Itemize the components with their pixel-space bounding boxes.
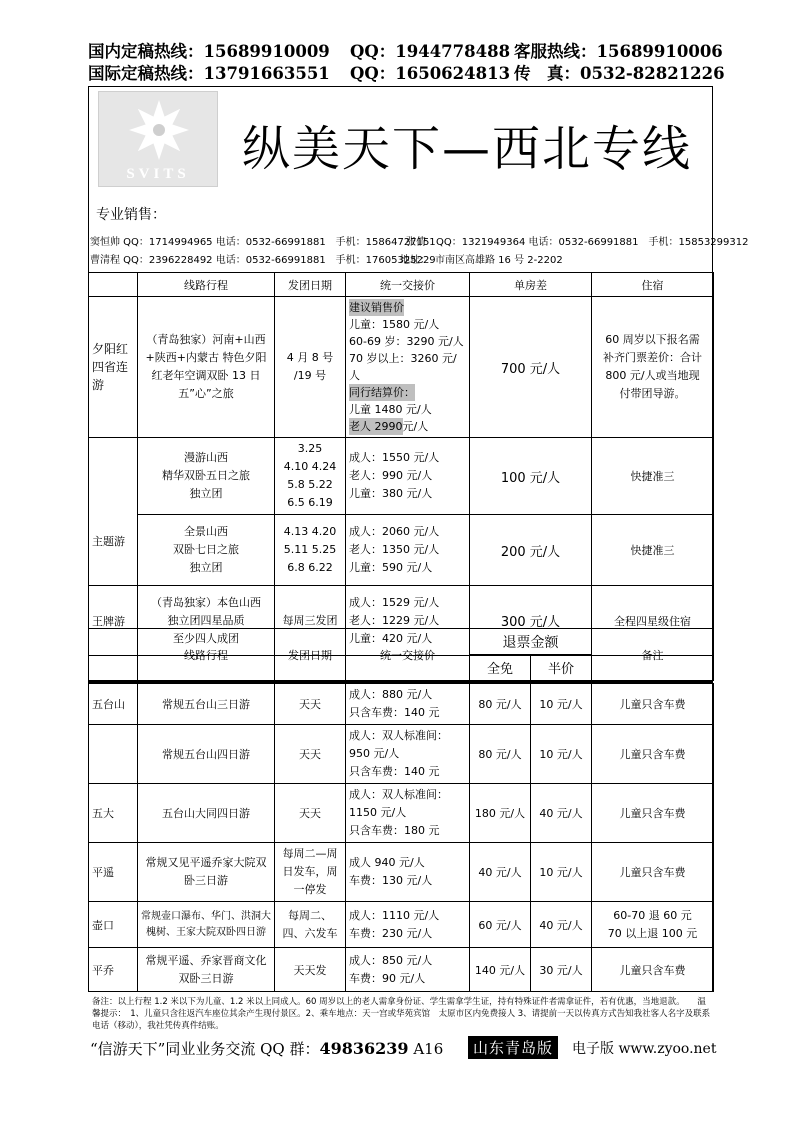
date-cell: 每周二—周日发车，周一停发 [275, 843, 346, 902]
sales-contact-dou: 窦恒帅 QQ：1714994965 电话：0532-66991881 手机：15864727151 [90, 237, 436, 248]
refund-table-header [88, 628, 714, 681]
full-refund-cell: 180 元/人 [470, 784, 531, 843]
full-refund-cell: 80 元/人 [470, 684, 531, 725]
table-row [89, 438, 714, 515]
table-row [89, 843, 714, 902]
price-cell [346, 297, 470, 438]
half-refund-cell: 10 元/人 [531, 725, 592, 784]
route-cell: 常规平遥、乔家晋商文化双卧三日游 [138, 948, 275, 992]
svits-logo [98, 91, 218, 187]
domestic-qq: QQ：1944778488 [350, 42, 511, 61]
full-refund-cell: 60 元/人 [470, 902, 531, 948]
route-cell: 五台山大同四日游 [138, 784, 275, 843]
category-cell: 壶口 [89, 902, 138, 948]
half-refund-cell: 10 元/人 [531, 843, 592, 902]
header-date: 发团日期 [275, 629, 346, 681]
international-qq: QQ：1650624813 [350, 64, 511, 83]
table-row [89, 684, 714, 725]
category-cell: 平遥 [89, 843, 138, 902]
category-cell: 五大 [89, 784, 138, 843]
price-cell: 成人：1550 元/人 老人：990 元/人 儿童：380 元/人 [346, 438, 470, 515]
category-cell: 五台山 [89, 684, 138, 725]
header-row-1 [89, 629, 714, 655]
route-cell: 常规又见平遥乔家大院双卧三日游 [138, 843, 275, 902]
date-cell: 每周二、四、六发车 [275, 902, 346, 948]
peer-child-price: 儿童 1480 元/人 [349, 403, 432, 416]
price-cell: 成人：1529 元/人 老人：1229 元/人 儿童：420 元/人 [346, 586, 470, 656]
header-full-free: 全免 [470, 655, 531, 681]
half-refund-cell: 40 元/人 [531, 784, 592, 843]
full-refund-cell: 140 元/人 [470, 948, 531, 992]
route-cell: 漫游山西 精华双卧五日之旅 独立团 [138, 438, 275, 515]
website-link[interactable]: 电子版 www.zyoo.net [572, 1041, 717, 1057]
single-room-cell: 200 元/人 [470, 515, 592, 586]
full-refund-cell: 40 元/人 [470, 843, 531, 902]
header-accommodation: 住宿 [592, 273, 714, 297]
header-price: 统一交接价 [346, 273, 470, 297]
single-room-cell: 300 元/人 [470, 586, 592, 656]
tour-price-table [88, 272, 714, 656]
table-row [89, 515, 714, 586]
table-row [89, 948, 714, 992]
route-cell: （青岛独家）河南+山西+陕西+内蒙古 特色夕阳红老年空调双卧 13 日五”心”之旅 [138, 297, 275, 438]
table-row [89, 784, 714, 843]
route-cell: 常规五台山三日游 [138, 684, 275, 725]
suggested-price-label: 建议销售价 [349, 301, 404, 314]
accommodation-cell: 快捷准三 [592, 515, 714, 586]
page-title: 纵美天下—西北专线 [242, 121, 693, 177]
route-cell: 常规五台山四日游 [138, 725, 275, 784]
date-cell: 4 月 8 号 /19 号 [275, 297, 346, 438]
category-cell: 平乔 [89, 948, 138, 992]
header-single-room: 单房差 [470, 273, 592, 297]
header-route: 线路行程 [138, 629, 275, 681]
sales-contact-zhang: 张倩 QQ：1321949364 电话：0532-66991881 手机：15853299312 [406, 237, 749, 248]
peer-old-row [349, 418, 466, 435]
date-cell: 天天 [275, 725, 346, 784]
remark-cell: 60-70 退 60 元 70 以上退 100 元 [592, 902, 714, 948]
qq-group-number: 49836239 [319, 1039, 409, 1058]
date-cell: 4.13 4.20 5.11 5.25 6.8 6.22 [275, 515, 346, 586]
half-refund-cell: 40 元/人 [531, 902, 592, 948]
refund-table [88, 683, 714, 992]
half-refund-cell: 10 元/人 [531, 684, 592, 725]
accommodation-cell: 快捷准三 [592, 438, 714, 515]
route-cell: 常规壶口瀑布、华门、洪洞大槐树、王家大院双卧四日游 [138, 902, 275, 948]
remark-cell: 儿童只含车费 [592, 684, 714, 725]
table-row [89, 725, 714, 784]
price-cell: 成人：1110 元/人 车费：230 元/人 [346, 902, 470, 948]
header-refund: 退票金额 [470, 629, 592, 655]
international-hotline: 国际定稿热线：13791663551 [88, 64, 330, 83]
route-cell: 全景山西 双卧七日之旅 独立团 [138, 515, 275, 586]
date-cell: 每周三发团 [275, 586, 346, 656]
domestic-hotline: 国内定稿热线：15689910009 [88, 42, 330, 61]
suggested-prices: 儿童：1580 元/人 60-69 岁：3290 元/人 70 岁以上：3260 元/人 [349, 318, 464, 382]
qq-group-line [90, 1038, 443, 1059]
remark-cell: 儿童只含车费 [592, 948, 714, 992]
office-address: 地址： 市南区高雄路 16 号 2-2202 [400, 255, 563, 266]
date-cell: 天天 [275, 684, 346, 725]
date-cell: 天天 [275, 784, 346, 843]
price-cell: 成人：880 元/人 只含车费：140 元 [346, 684, 470, 725]
service-hotline: 客服热线：15689910006 [514, 42, 723, 61]
single-room-cell: 100 元/人 [470, 438, 592, 515]
table-row [89, 902, 714, 948]
header-remark: 备注 [592, 629, 714, 681]
header-category [89, 629, 138, 681]
category-cell [89, 725, 138, 784]
peer-old-unit: 元/人 [402, 420, 429, 433]
header-half-price: 半价 [531, 655, 592, 681]
header-category [89, 273, 138, 297]
header-route: 线路行程 [138, 273, 275, 297]
category-cell: 王牌游 [89, 586, 138, 656]
category-cell: 夕阳红四省连游 [89, 297, 138, 438]
single-room-cell: 700 元/人 [470, 297, 592, 438]
price-cell: 成人：双人标准间：1150 元/人 只含车费：180 元 [346, 784, 470, 843]
peer-old-price: 老人 2990 [349, 420, 403, 433]
date-cell: 3.25 4.10 4.24 5.8 5.22 6.5 6.19 [275, 438, 346, 515]
remark-cell: 儿童只含车费 [592, 725, 714, 784]
price-cell: 成人：2060 元/人 老人：1350 元/人 儿童：590 元/人 [346, 515, 470, 586]
sales-label: 专业销售： [96, 207, 166, 223]
price-cell: 成人：双人标准间：950 元/人 只含车费：140 元 [346, 725, 470, 784]
table-row [89, 297, 714, 438]
route-cell: （青岛独家）本色山西 独立团四星品质 至少四人成团 [138, 586, 275, 656]
edition-badge: 山东青岛版 [468, 1036, 558, 1059]
price-cell: 成人：850 元/人 车费：90 元/人 [346, 948, 470, 992]
date-cell: 天天发 [275, 948, 346, 992]
accommodation-cell: 全程四星级住宿 [592, 586, 714, 656]
category-cell: 主题游 [89, 438, 138, 586]
sales-contact-cao: 曹清程 QQ：2396228492 电话：0532-66991881 手机：17605325229 [90, 255, 436, 266]
accommodation-cell: 60 周岁以下报名需补齐门票差价：合计 800 元/人或当地现付带团导游。 [592, 297, 714, 438]
half-refund-cell: 30 元/人 [531, 948, 592, 992]
logo-text: SVITS [126, 166, 190, 182]
full-refund-cell: 80 元/人 [470, 725, 531, 784]
header-date: 发团日期 [275, 273, 346, 297]
footnote: 备注：以上行程 1.2 米以下为儿童、1.2 米以上同成人。60 周岁以上的老人需拿身份证、学生需拿学生证，持有特殊证件者需拿证件，若有优惠，当地退款。 温馨提示： 1、儿童只含往返汽车座位其余产生现付景区。2、乘车地点：天一宫或华苑宾馆 太原市区内免费接人 3、请提前一天以传真方式告知我社客人名字及联系电话（移动），我社凭传真件结账。 [92, 997, 711, 1031]
header-price: 统一交接价 [346, 629, 470, 681]
remark-cell: 儿童只含车费 [592, 843, 714, 902]
qq-group-label: “信游天下”同业业务交流 QQ 群： [90, 1040, 320, 1058]
peer-price-label: 同行结算价： [349, 386, 415, 399]
page-code: A16 [413, 1040, 444, 1058]
table-header-row [89, 273, 714, 297]
fax-number: 传 真：0532-82821226 [514, 64, 725, 83]
price-cell: 成人 940 元/人 车费：130 元/人 [346, 843, 470, 902]
remark-cell: 儿童只含车费 [592, 784, 714, 843]
